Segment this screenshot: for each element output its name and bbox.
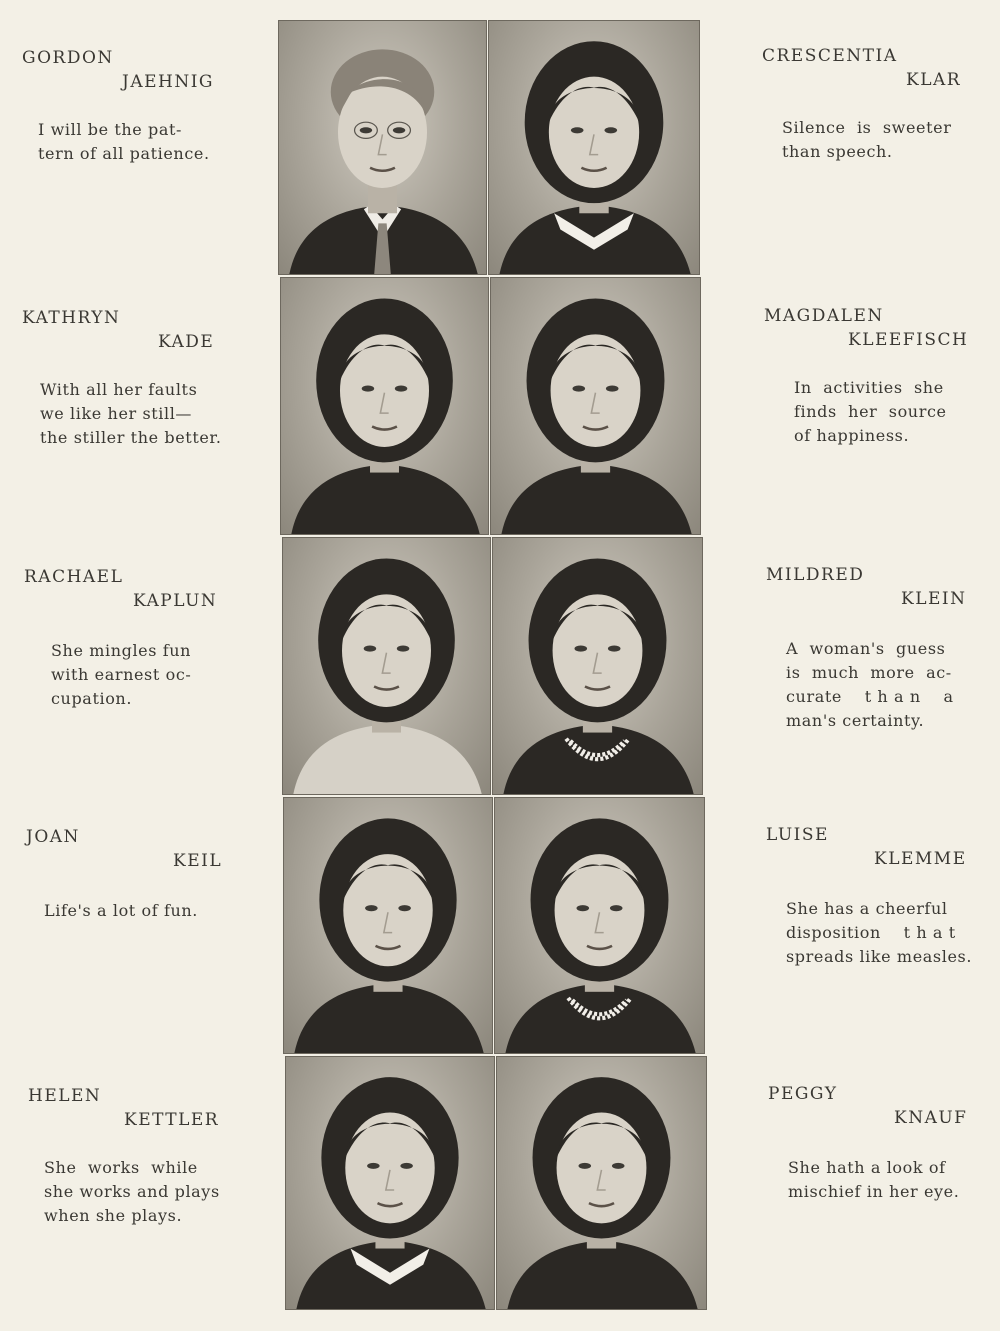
first-name: JOAN xyxy=(26,827,80,847)
last-name: KADE xyxy=(158,332,215,352)
last-name: KETTLER xyxy=(124,1110,220,1130)
senior-quote: I will be the pat- tern of all patience. xyxy=(38,120,210,163)
last-name: KNAUF xyxy=(894,1108,968,1128)
senior-quote: She works while she works and plays when she plays. xyxy=(44,1158,220,1225)
portrait-illustration xyxy=(489,21,699,274)
portrait-illustration xyxy=(495,798,704,1053)
portrait-illustration xyxy=(493,538,702,794)
eye-shape xyxy=(579,1163,592,1169)
senior-quote: She mingles fun with earnest oc- cupation. xyxy=(51,641,192,708)
portrait-photo xyxy=(278,20,487,275)
portrait-photo xyxy=(283,797,493,1054)
portrait-photo xyxy=(496,1056,707,1310)
portrait-illustration xyxy=(284,798,492,1053)
eye-shape xyxy=(397,646,409,652)
eye-shape xyxy=(573,386,586,392)
senior-quote: She has a cheerful disposition t h a t spreads like measles. xyxy=(786,899,973,966)
senior-quote: She hath a look of mischief in her eye. xyxy=(788,1158,960,1201)
eye-shape xyxy=(577,905,590,911)
portrait-illustration xyxy=(497,1057,706,1309)
first-name: LUISE xyxy=(766,825,829,845)
first-name: KATHRYN xyxy=(22,308,121,328)
last-name: KLEMME xyxy=(874,849,967,869)
last-name: JAEHNIG xyxy=(122,72,214,92)
eye-shape xyxy=(365,905,377,911)
eye-shape xyxy=(393,127,405,133)
senior-quote: In activities she finds her source of happiness. xyxy=(794,378,947,445)
portrait-illustration xyxy=(279,21,486,274)
portrait-photo xyxy=(488,20,700,275)
clothing-shape xyxy=(503,724,693,794)
eye-shape xyxy=(367,1163,379,1169)
first-name: HELEN xyxy=(28,1086,102,1106)
portrait-illustration xyxy=(491,278,700,534)
eye-shape xyxy=(400,1163,412,1169)
portrait-photo xyxy=(282,537,491,795)
eye-shape xyxy=(575,646,588,652)
eye-shape xyxy=(395,386,407,392)
senior-quote: Life's a lot of fun. xyxy=(44,901,198,920)
senior-quote: A woman's guess is much more ac- curate t h a n a man's certainty. xyxy=(786,639,954,730)
clothing-shape xyxy=(505,984,695,1053)
senior-quote: With all her faults we like her still— the stiller the better. xyxy=(40,380,222,447)
eye-shape xyxy=(606,386,619,392)
last-name: KLAR xyxy=(906,70,962,90)
clothing-shape xyxy=(294,984,483,1053)
clothing-shape xyxy=(501,464,691,534)
eye-shape xyxy=(362,386,374,392)
portrait-photo xyxy=(285,1056,495,1310)
portrait-illustration xyxy=(283,538,490,794)
eye-shape xyxy=(398,905,410,911)
first-name: MAGDALEN xyxy=(764,306,884,326)
portrait-photo xyxy=(494,797,705,1054)
eye-shape xyxy=(612,1163,625,1169)
last-name: KAPLUN xyxy=(133,591,218,611)
clothing-shape xyxy=(291,464,479,534)
eye-shape xyxy=(608,646,621,652)
portrait-illustration xyxy=(281,278,488,534)
senior-quote: Silence is sweeter than speech. xyxy=(782,118,952,161)
eye-shape xyxy=(605,127,618,133)
last-name: KLEEFISCH xyxy=(848,330,969,350)
eye-shape xyxy=(364,646,376,652)
last-name: KEIL xyxy=(173,851,223,871)
first-name: PEGGY xyxy=(768,1084,838,1104)
first-name: CRESCENTIA xyxy=(762,46,898,66)
portrait-photo xyxy=(490,277,701,535)
first-name: MILDRED xyxy=(766,565,865,585)
first-name: RACHAEL xyxy=(24,567,124,587)
clothing-shape xyxy=(293,724,481,794)
clothing-shape xyxy=(507,1240,697,1309)
eye-shape xyxy=(571,127,584,133)
eye-shape xyxy=(610,905,623,911)
first-name: GORDON xyxy=(22,48,114,68)
portrait-illustration xyxy=(286,1057,494,1309)
eye-shape xyxy=(360,127,372,133)
portrait-photo xyxy=(492,537,703,795)
last-name: KLEIN xyxy=(901,589,967,609)
portrait-photo xyxy=(280,277,489,535)
